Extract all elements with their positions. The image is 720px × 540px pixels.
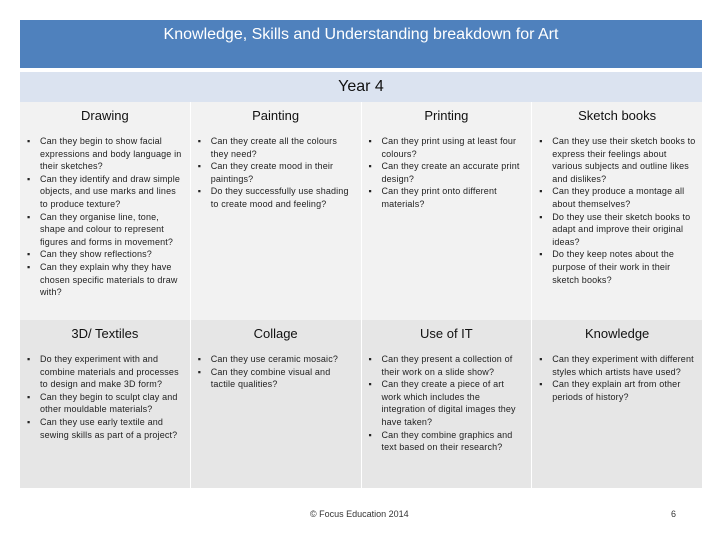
criteria-item: ▪ Can they present a collection of their work on a slide show? bbox=[382, 353, 526, 378]
criteria-item: ▪ Can they print onto different materials? bbox=[382, 185, 526, 210]
criteria-list bbox=[538, 353, 696, 403]
criteria-item: ▪ Can they show reflections? bbox=[40, 248, 184, 261]
criteria-list bbox=[26, 135, 184, 299]
criteria-item: ▪ Can they combine visual and tactile qualities? bbox=[211, 366, 355, 391]
column-heading: Knowledge bbox=[584, 326, 650, 341]
skills-row-2 bbox=[20, 320, 702, 488]
criteria-list bbox=[538, 135, 696, 286]
criteria-item: ▪ Can they use early textile and sewing skills as part of a project? bbox=[40, 416, 184, 441]
criteria-item: ▪ Can they identify and draw simple objects, and use marks and lines to produce texture? bbox=[40, 173, 184, 211]
criteria-item: ▪ Do they successfully use shading to create mood and feeling? bbox=[211, 185, 355, 210]
criteria-item: ▪ Can they create an accurate print design? bbox=[382, 160, 526, 185]
page-number: 6 bbox=[671, 509, 677, 519]
criteria-list bbox=[26, 353, 184, 441]
criteria-item: ▪ Can they organise line, tone, shape and colour to represent figures and forms in movement? bbox=[40, 211, 184, 249]
criteria-item: ▪ Can they create a piece of art work which includes the integration of digital images they have taken? bbox=[382, 378, 526, 428]
column-painting bbox=[191, 102, 362, 320]
column-drawing bbox=[20, 102, 191, 320]
criteria-item: ▪ Can they create mood in their paintings? bbox=[211, 160, 355, 185]
criteria-item: ▪ Can they experiment with different styles which artists have used? bbox=[552, 353, 696, 378]
criteria-item: ▪ Can they explain art from other periods of history? bbox=[552, 378, 696, 403]
column-heading: Drawing bbox=[81, 108, 129, 123]
criteria-list bbox=[368, 135, 526, 211]
column-heading: Use of IT bbox=[420, 326, 473, 341]
criteria-item: ▪ Can they produce a montage all about themselves? bbox=[552, 185, 696, 210]
column-heading: 3D/ Textiles bbox=[71, 326, 139, 341]
year-heading: Year 4 bbox=[20, 72, 702, 102]
criteria-item: ▪ Do they experiment with and combine materials and processes to design and make 3D form? bbox=[40, 353, 184, 391]
column-printing bbox=[362, 102, 533, 320]
criteria-list bbox=[368, 353, 526, 454]
column-heading: Printing bbox=[424, 108, 469, 123]
column-heading: Collage bbox=[253, 326, 298, 341]
criteria-item: ▪ Can they use ceramic mosaic? bbox=[211, 353, 355, 366]
criteria-item: ▪ Can they begin to show facial expressions and body language in their sketches? bbox=[40, 135, 184, 173]
criteria-item: ▪ Can they explain why they have chosen specific materials to draw with? bbox=[40, 261, 184, 299]
criteria-item: ▪ Can they begin to sculpt clay and other mouldable materials? bbox=[40, 391, 184, 416]
column-knowledge bbox=[532, 320, 702, 488]
criteria-item: ▪ Can they combine graphics and text based on their research? bbox=[382, 429, 526, 454]
column-heading: Sketch books bbox=[578, 108, 657, 123]
criteria-item: ▪ Can they create all the colours they need? bbox=[211, 135, 355, 160]
column-collage bbox=[191, 320, 362, 488]
column-use-of-it bbox=[362, 320, 533, 488]
page-title: Knowledge, Skills and Understanding breakdown for Art bbox=[20, 20, 702, 68]
criteria-item: ▪ Do they keep notes about the purpose of their work in their sketch books? bbox=[552, 248, 696, 286]
column-sketch-books bbox=[532, 102, 702, 320]
copyright-text: © Focus Education 2014 bbox=[310, 509, 409, 519]
criteria-item: ▪ Can they use their sketch books to express their feelings about various subjects and outline likes and dislikes? bbox=[552, 135, 696, 185]
criteria-list bbox=[197, 135, 355, 211]
column-heading: Painting bbox=[252, 108, 300, 123]
criteria-list bbox=[197, 353, 355, 391]
skills-row-1 bbox=[20, 102, 702, 320]
criteria-item: ▪ Do they use their sketch books to adapt and improve their original ideas? bbox=[552, 211, 696, 249]
criteria-item: ▪ Can they print using at least four colours? bbox=[382, 135, 526, 160]
column-3d-textiles bbox=[20, 320, 191, 488]
